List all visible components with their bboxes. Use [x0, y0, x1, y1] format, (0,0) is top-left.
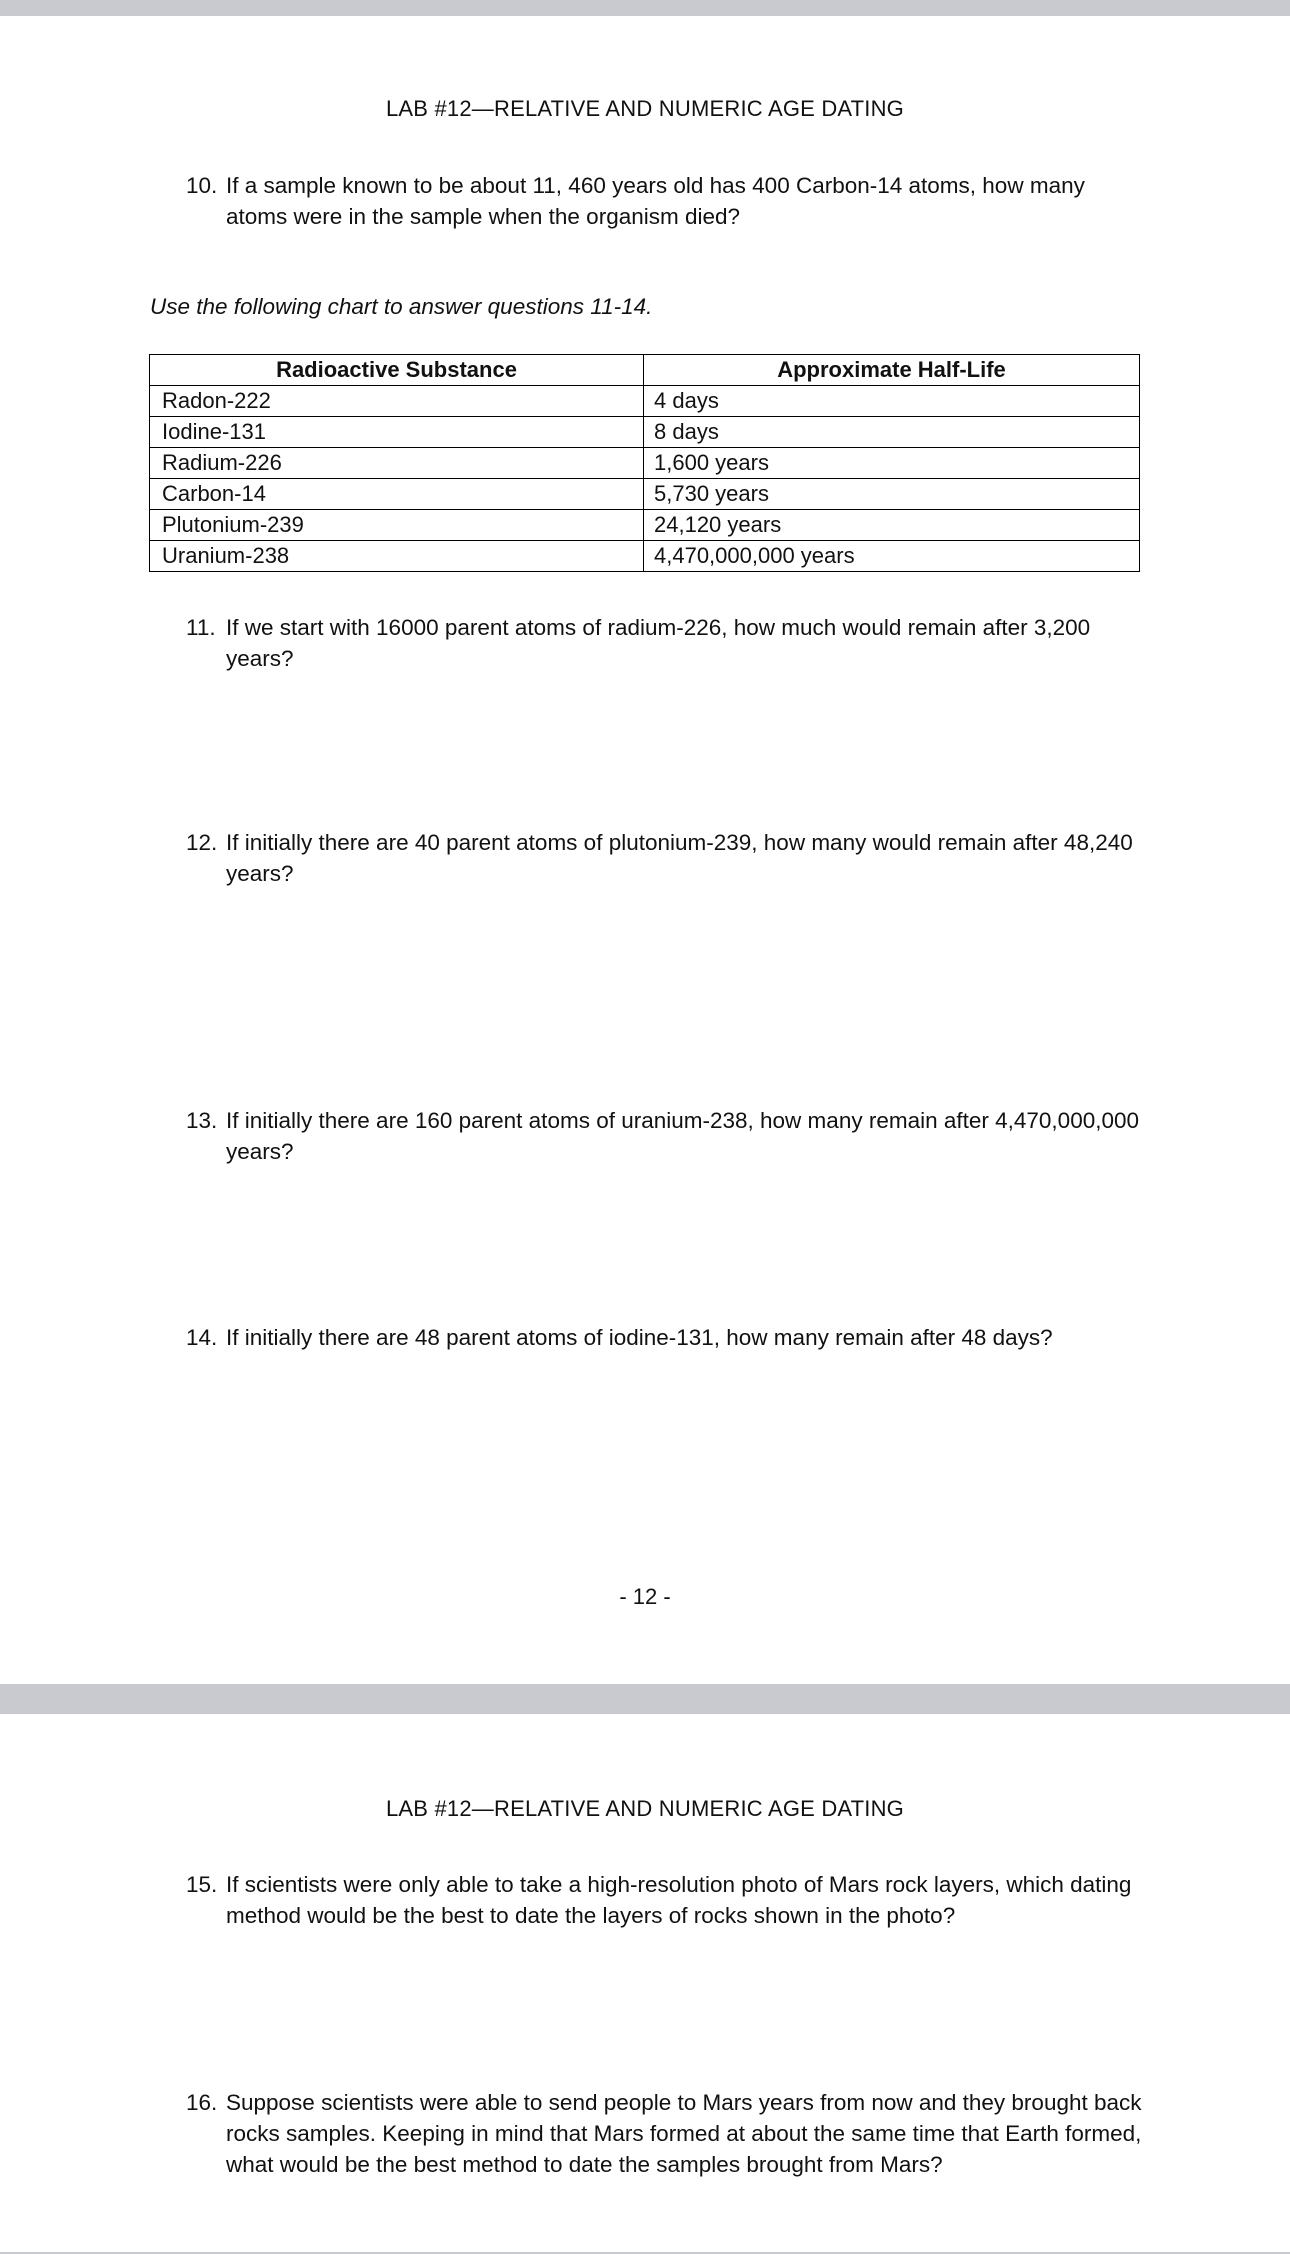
question-text: If initially there are 48 parent atoms of iodine-131, how many remain after 48 days? [226, 1325, 1053, 1350]
question-number: 16. [186, 2090, 218, 2115]
column-header-substance: Radioactive Substance [150, 355, 644, 386]
half-life-table [149, 354, 1140, 572]
substance-cell: Plutonium-239 [150, 510, 644, 541]
question-number: 10. [186, 173, 218, 198]
question-number: 11. [186, 615, 216, 640]
question-number: 13. [186, 1108, 218, 1133]
question-14 [186, 1322, 1146, 1353]
page-header: LAB #12—RELATIVE AND NUMERIC AGE DATING [385, 96, 904, 121]
half-life-cell: 5,730 years [644, 479, 1140, 510]
table-row [150, 479, 1140, 510]
page-header: LAB #12—RELATIVE AND NUMERIC AGE DATING [385, 1796, 904, 1821]
substance-cell: Carbon-14 [150, 479, 644, 510]
question-10 [186, 170, 1146, 232]
question-text: If we start with 16000 parent atoms of radium-226, how much would remain after 3,200 years? [226, 615, 1091, 671]
half-life-cell: 24,120 years [644, 510, 1140, 541]
question-number: 15. [186, 1872, 218, 1897]
table-row [150, 448, 1140, 479]
page-number: - 12 - [619, 1584, 671, 1609]
question-16 [186, 2087, 1146, 2180]
substance-cell: Iodine-131 [150, 417, 644, 448]
table-row [150, 417, 1140, 448]
table-instruction: Use the following chart to answer questions 11-14. [150, 294, 653, 319]
question-text: If initially there are 160 parent atoms of uranium-238, how many remain after 4,470,000,000 years? [226, 1108, 1140, 1164]
substance-cell: Uranium-238 [150, 541, 644, 572]
question-number: 14. [186, 1325, 218, 1350]
question-text: If initially there are 40 parent atoms of plutonium-239, how many would remain after 48,240 years? [226, 830, 1133, 886]
table-header-row [150, 355, 1140, 386]
page-gap [0, 1684, 1290, 1714]
question-11 [186, 612, 1146, 674]
half-life-cell: 8 days [644, 417, 1140, 448]
page-gap-top [0, 0, 1290, 16]
question-15 [186, 1869, 1146, 1931]
half-life-cell: 1,600 years [644, 448, 1140, 479]
substance-cell: Radium-226 [150, 448, 644, 479]
table-row [150, 541, 1140, 572]
question-text: If scientists were only able to take a high-resolution photo of Mars rock layers, which dating method would be the best to date the layers of rocks shown in the photo? [226, 1872, 1132, 1928]
half-life-cell: 4,470,000,000 years [644, 541, 1140, 572]
question-number: 12. [186, 830, 218, 855]
question-text: Suppose scientists were able to send people to Mars years from now and they brought back rocks samples. Keeping in mind that Mars formed at about the same time that Earth formed, what would be the best method to date the samples brought from Mars? [226, 2090, 1142, 2177]
question-text: If a sample known to be about 11, 460 years old has 400 Carbon-14 atoms, how many atoms were in the sample when the organism died? [226, 173, 1085, 229]
question-13 [186, 1105, 1146, 1167]
table-row [150, 510, 1140, 541]
column-header-half-life: Approximate Half-Life [644, 355, 1140, 386]
substance-cell: Radon-222 [150, 386, 644, 417]
question-12 [186, 827, 1146, 889]
table-row [150, 386, 1140, 417]
half-life-cell: 4 days [644, 386, 1140, 417]
